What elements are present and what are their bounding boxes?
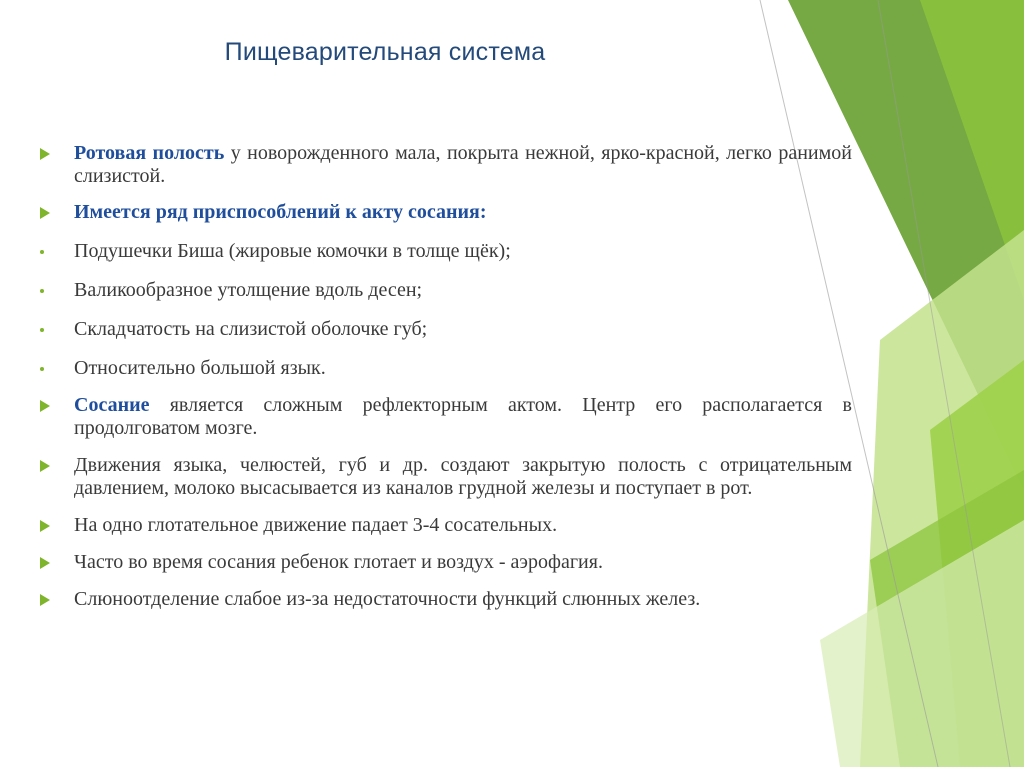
triangle-bullet-icon	[38, 514, 52, 537]
list-item	[30, 240, 852, 263]
item-highlight: Ротовая полость	[74, 142, 225, 164]
list-item	[30, 454, 852, 500]
list-item	[30, 394, 852, 440]
list-item	[30, 551, 852, 574]
item-text: На одно глотательное движение падает 3-4 сосательных.	[74, 514, 558, 536]
triangle-bullet-icon	[38, 454, 52, 477]
item-text: Слюноотделение слабое из-за недостаточности функций слюнных желез.	[74, 588, 701, 610]
item-text: Движения языка, челюстей, губ и др. создают закрытую полость с отрицательным давлением, молоко высасывается из каналов грудной железы и поступает в рот.	[74, 454, 852, 499]
dot-bullet-icon	[38, 240, 52, 263]
dot-bullet-icon	[38, 318, 52, 341]
bullet-list	[30, 128, 852, 611]
list-item	[30, 279, 852, 302]
item-text: Часто во время сосания ребенок глотает и воздух - аэрофагия.	[74, 551, 603, 573]
list-item	[30, 588, 852, 611]
triangle-bullet-icon	[38, 551, 52, 574]
dot-bullet-icon	[38, 279, 52, 302]
list-item	[30, 357, 852, 380]
list-item	[30, 201, 852, 224]
list-item	[30, 514, 852, 537]
triangle-bullet-icon	[38, 201, 52, 224]
item-text: Подушечки Биша (жировые комочки в толще щёк);	[74, 240, 511, 262]
list-item	[30, 318, 852, 341]
dot-bullet-icon	[38, 357, 52, 380]
triangle-bullet-icon	[38, 142, 52, 165]
item-text: Валикообразное утолщение вдоль десен;	[74, 279, 423, 301]
item-text: у новорожденного мала, покрыта нежной, ярко-красной, легко ранимой слизистой.	[74, 142, 852, 187]
list-item	[30, 142, 852, 188]
item-highlight: Сосание	[74, 394, 150, 416]
item-highlight: Имеется ряд приспособлений к акту сосания:	[74, 201, 487, 223]
item-text: Относительно большой язык.	[74, 357, 326, 379]
triangle-bullet-icon	[38, 588, 52, 611]
item-text: является сложным рефлекторным актом. Центр его располагается в продолговатом мозге.	[74, 394, 852, 439]
slide-title: Пищеварительная система	[224, 38, 546, 66]
triangle-bullet-icon	[38, 394, 52, 417]
item-text: Складчатость на слизистой оболочке губ;	[74, 318, 428, 340]
